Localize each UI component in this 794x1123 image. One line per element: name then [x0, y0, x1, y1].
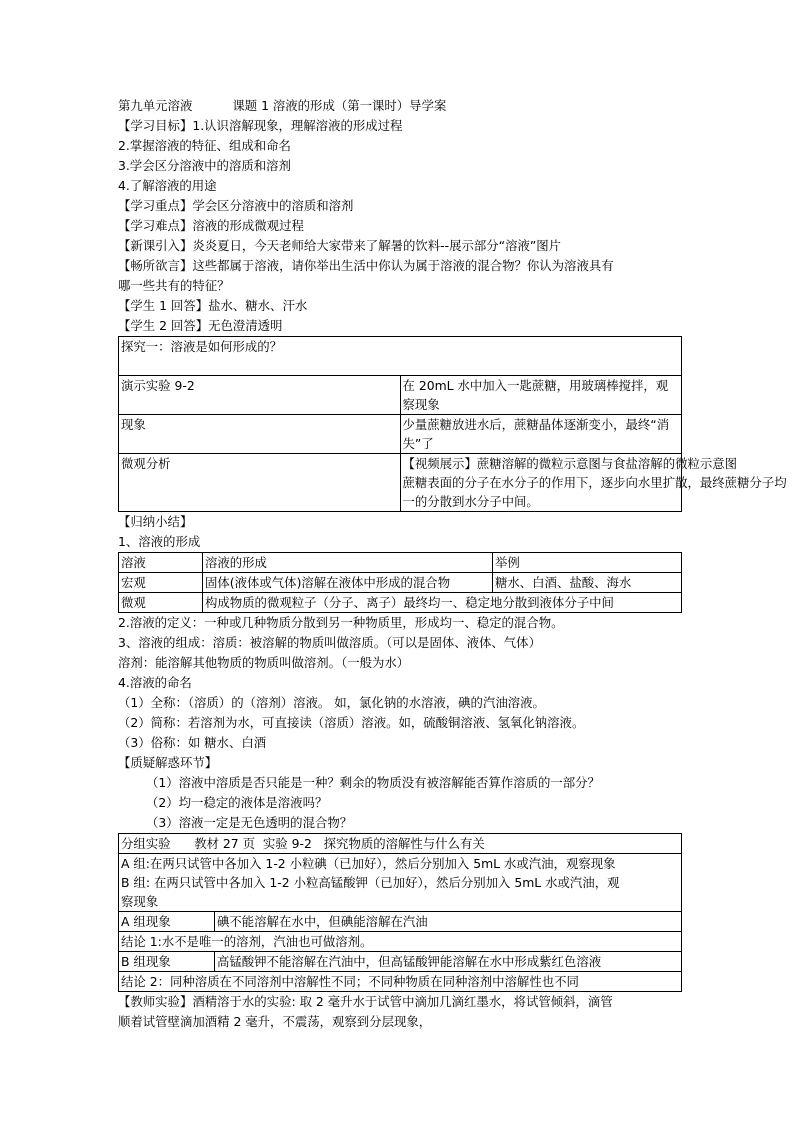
group-description — [119, 854, 682, 912]
text-line: 【学生 2 回答】无色澄清透明 — [118, 318, 283, 333]
summary-heading: 【归纳小结】 — [118, 514, 193, 529]
question-line: （1）溶液中溶质是否只能是一种？剩余的物质没有被溶解能否算作溶质的一部分？ — [146, 775, 600, 790]
text-line: 4.溶液的命名 — [118, 675, 192, 690]
formation-heading: 1、溶液的形成 — [118, 534, 201, 549]
row-label: 现象 — [119, 415, 401, 454]
question-section — [118, 773, 682, 833]
text-line: 【新课引入】炎炎夏日，今天老师给大家带来了解暑的饮料--展示部分“溶液”图片 — [118, 238, 562, 253]
question-line: （3）溶液一定是无色透明的混合物？ — [146, 815, 353, 830]
cell-line: 【视频展示】蔗糖溶解的微粒示意图与食盐溶解的微粒示意图 — [402, 456, 738, 471]
table-cell: 构成物质的微观粒子（分子、离子）最终均一、稳定地分散到液体分子中间 — [203, 593, 682, 613]
group-b-label: B 组现象 — [119, 952, 215, 972]
row-value — [400, 454, 787, 512]
table-cell: 宏观 — [119, 573, 203, 593]
unit-title: 第九单元溶液 — [118, 98, 193, 113]
text-line: 【畅所欲言】这些都属于溶液，请你举出生活中你认为属于溶液的混合物？你认为溶液具有 — [118, 258, 614, 273]
cell-line: 蔗糖表面的分子在水分子的作用下，逐步向水里扩散，最终蔗糖分子均 — [402, 475, 787, 490]
teacher-section — [118, 992, 682, 1032]
group-b-value: 高锰酸钾不能溶解在汽油中，但高锰酸钾能溶解在水中形成紫红色溶液 — [215, 952, 682, 972]
cell-line: A 组:在两只试管中各加入 1-2 小粒碘（已加好），然后分别加入 5mL 水或汽油，观察现象 — [121, 856, 616, 871]
definition-section — [118, 613, 682, 773]
lesson-title: 课题 1 溶液的形成（第一课时）导学案 — [232, 98, 447, 113]
question-line: （2）均一稳定的液体是溶液吗？ — [146, 795, 328, 810]
text-line: 【学习目标】1.认识溶解现象，理解溶液的形成过程 — [118, 118, 403, 133]
group-title: 分组实验 教材 27 页 实验 9-2 探究物质的溶解性与什么有关 — [119, 834, 682, 854]
conclusion-1: 结论 1:水不是唯一的溶剂，汽油也可做溶剂。 — [119, 932, 682, 952]
document-title — [118, 96, 682, 116]
text-line: （1）全称：（溶质）的（溶剂）溶液。 如，氯化钠的水溶液，碘的汽油溶液。 — [118, 695, 545, 710]
cell-line: B 组: 在两只试管中各加入 1-2 小粒高锰酸钾（已加好），然后分别加入 5mL 水或汽油，观 — [121, 875, 620, 890]
text-line: 3.学会区分溶液中的溶质和溶剂 — [118, 158, 291, 173]
document-body — [118, 96, 787, 1032]
text-line: 【学习难点】溶液的形成微观过程 — [118, 218, 304, 233]
explore-title: 探究一：溶液是如何形成的？ — [119, 337, 682, 376]
text-line: （3）俗称：如 糖水、白酒 — [118, 735, 267, 750]
text-line: 4.了解溶液的用途 — [118, 178, 217, 193]
group-a-label: A 组现象 — [119, 912, 215, 932]
text-line: （2）简称：若溶剂为水，可直接读（溶质）溶液。如，硫酸铜溶液、氢氧化钠溶液。 — [118, 715, 585, 730]
row-value: 少量蔗糖放进水后，蔗糖晶体逐渐变小，最终“消失”了 — [400, 415, 682, 454]
text-line: 【质疑解惑环节】 — [118, 755, 218, 770]
conclusion-2: 结论 2：同种溶质在不同溶剂中溶解性不同；不同种物质在同种溶剂中溶解性也不同 — [119, 972, 682, 992]
header-cell: 溶液的形成 — [203, 553, 493, 573]
text-line: 【学生 1 回答】盐水、糖水、汗水 — [118, 298, 308, 313]
row-label: 微观分析 — [119, 454, 401, 512]
text-line: 顺着试管壁滴加酒精 2 毫升，不震荡，观察到分层现象， — [118, 1014, 432, 1029]
header-cell: 溶液 — [119, 553, 203, 573]
table-cell: 微观 — [119, 593, 203, 613]
table-cell: 固体(液体或气体)溶解在液体中形成的混合物 — [203, 573, 493, 593]
text-line: 【教师实验】酒精溶于水的实验: 取 2 毫升水于试管中滴加几滴红墨水，将试管倾斜，滴管 — [118, 994, 613, 1009]
cell-line: 察现象 — [121, 894, 159, 909]
group-experiment-table — [118, 833, 682, 992]
formation-table — [118, 552, 682, 613]
cell-line: 一的分散到水分子中间。 — [402, 494, 539, 509]
intro-section — [118, 116, 682, 336]
text-line: 2.掌握溶液的特征、组成和命名 — [118, 138, 291, 153]
group-a-value: 碘不能溶解在水中，但碘能溶解在汽油 — [215, 912, 682, 932]
row-value: 在 20mL 水中加入一匙蔗糖，用玻璃棒搅拌，观察现象 — [400, 376, 682, 415]
header-cell: 举例 — [493, 553, 682, 573]
text-line: 2.溶液的定义：一种或几种物质分散到另一种物质里，形成均一、稳定的混合物。 — [118, 615, 564, 630]
table-cell: 糖水、白酒、盐酸、海水 — [493, 573, 682, 593]
text-line: 【学习重点】学会区分溶液中的溶质和溶剂 — [118, 198, 354, 213]
text-line: 3、溶液的组成：溶质：被溶解的物质叫做溶质。（可以是固体、液体、气体） — [118, 635, 541, 650]
text-line: 哪一些共有的特征？ — [118, 278, 230, 293]
explore-table — [118, 336, 787, 512]
row-label: 演示实验 9-2 — [119, 376, 401, 415]
text-line: 溶剂：能溶解其他物质的物质叫做溶剂。（一般为水） — [118, 655, 410, 670]
